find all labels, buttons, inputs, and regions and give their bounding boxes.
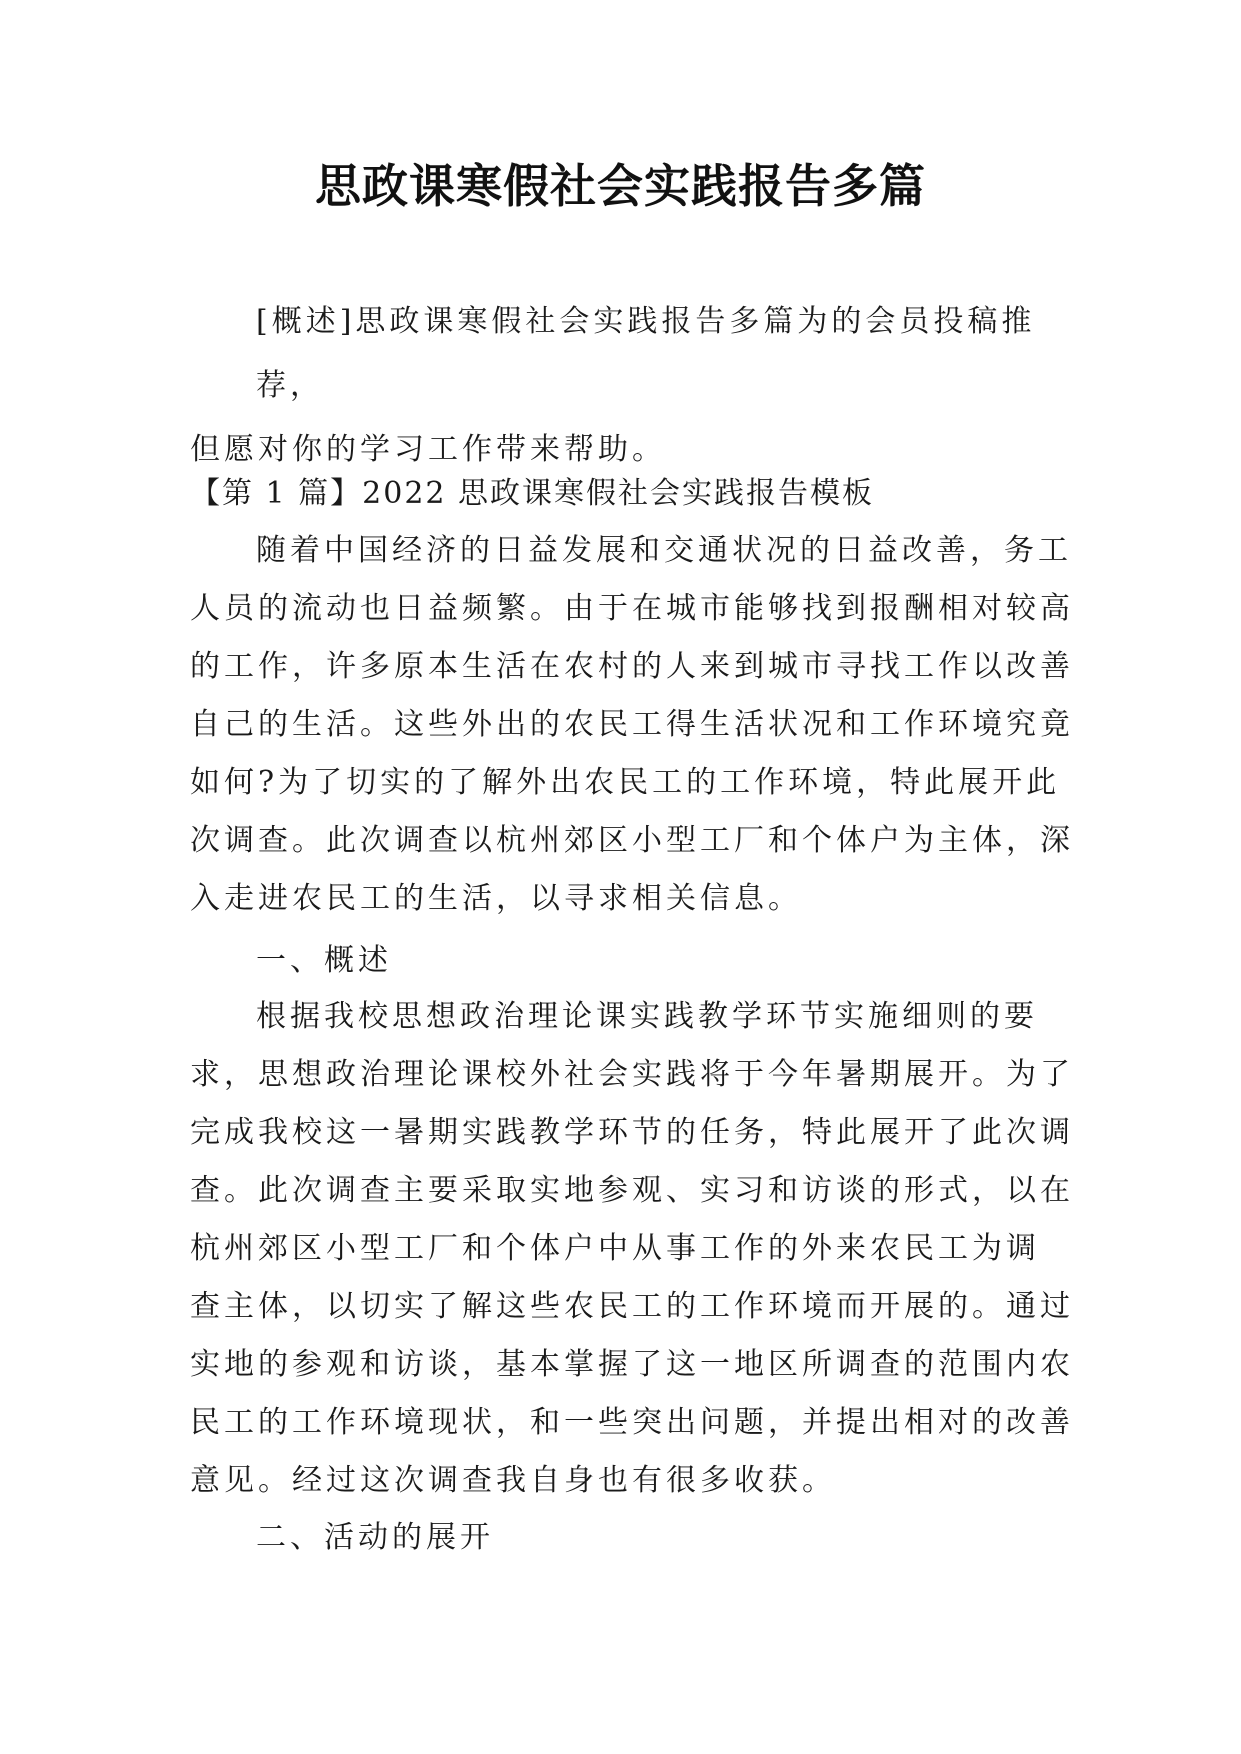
paragraph-1 bbox=[190, 522, 1074, 928]
paragraph-line: 根据我校思想政治理论课实践教学环节实施细则的要 bbox=[256, 999, 1038, 1034]
paragraph-line: 随着中国经济的日益发展和交通状况的日益改善，务工 bbox=[256, 533, 1072, 568]
paragraph-line: 杭州郊区小型工厂和个体户中从事工作的外来农民工为调 bbox=[190, 1231, 1040, 1266]
paragraph-line: 的工作，许多原本生活在农村的人来到城市寻找工作以改善 bbox=[190, 649, 1074, 684]
paragraph-line: 求，思想政治理论课校外社会实践将于今年暑期展开。为了 bbox=[190, 1057, 1074, 1092]
paragraph-line: 如何?为了切实的了解外出农民工的工作环境，特此展开此 bbox=[190, 765, 1061, 800]
section-heading: 【第 1 篇】2022 思政课寒假社会实践报告模板 bbox=[190, 476, 875, 511]
paragraph-2 bbox=[190, 988, 1074, 1510]
subheading-activity: 二、活动的展开 bbox=[256, 1520, 494, 1555]
paragraph-line: 完成我校这一暑期实践教学环节的任务，特此展开了此次调 bbox=[190, 1115, 1074, 1150]
paragraph-line: 入走进农民工的生活，以寻求相关信息。 bbox=[190, 881, 802, 916]
paragraph-line: 实地的参观和访谈，基本掌握了这一地区所调查的范围内农 bbox=[190, 1347, 1074, 1382]
paragraph-line: 查主体，以切实了解这些农民工的工作环境而开展的。通过 bbox=[190, 1289, 1074, 1324]
summary-block bbox=[190, 290, 1060, 482]
paragraph-line: 民工的工作环境现状，和一些突出问题，并提出相对的改善 bbox=[190, 1405, 1074, 1440]
document-title: 思政课寒假社会实践报告多篇 bbox=[315, 159, 926, 213]
paragraph-line: 自己的生活。这些外出的农民工得生活状况和工作环境究竟 bbox=[190, 707, 1074, 742]
paragraph-line: 查。此次调查主要采取实地参观、实习和访谈的形式，以在 bbox=[190, 1173, 1074, 1208]
paragraph-line: 人员的流动也日益频繁。由于在城市能够找到报酬相对较高 bbox=[190, 591, 1074, 626]
summary-line: 但愿对你的学习工作带来帮助。 bbox=[190, 432, 666, 467]
summary-line: [概述]思政课寒假社会实践报告多篇为的会员投稿推荐， bbox=[256, 304, 1036, 403]
paragraph-line: 次调查。此次调查以杭州郊区小型工厂和个体户为主体，深 bbox=[190, 823, 1074, 858]
subheading-overview: 一、概述 bbox=[256, 943, 392, 978]
paragraph-line: 意见。经过这次调查我自身也有很多收获。 bbox=[190, 1463, 836, 1498]
